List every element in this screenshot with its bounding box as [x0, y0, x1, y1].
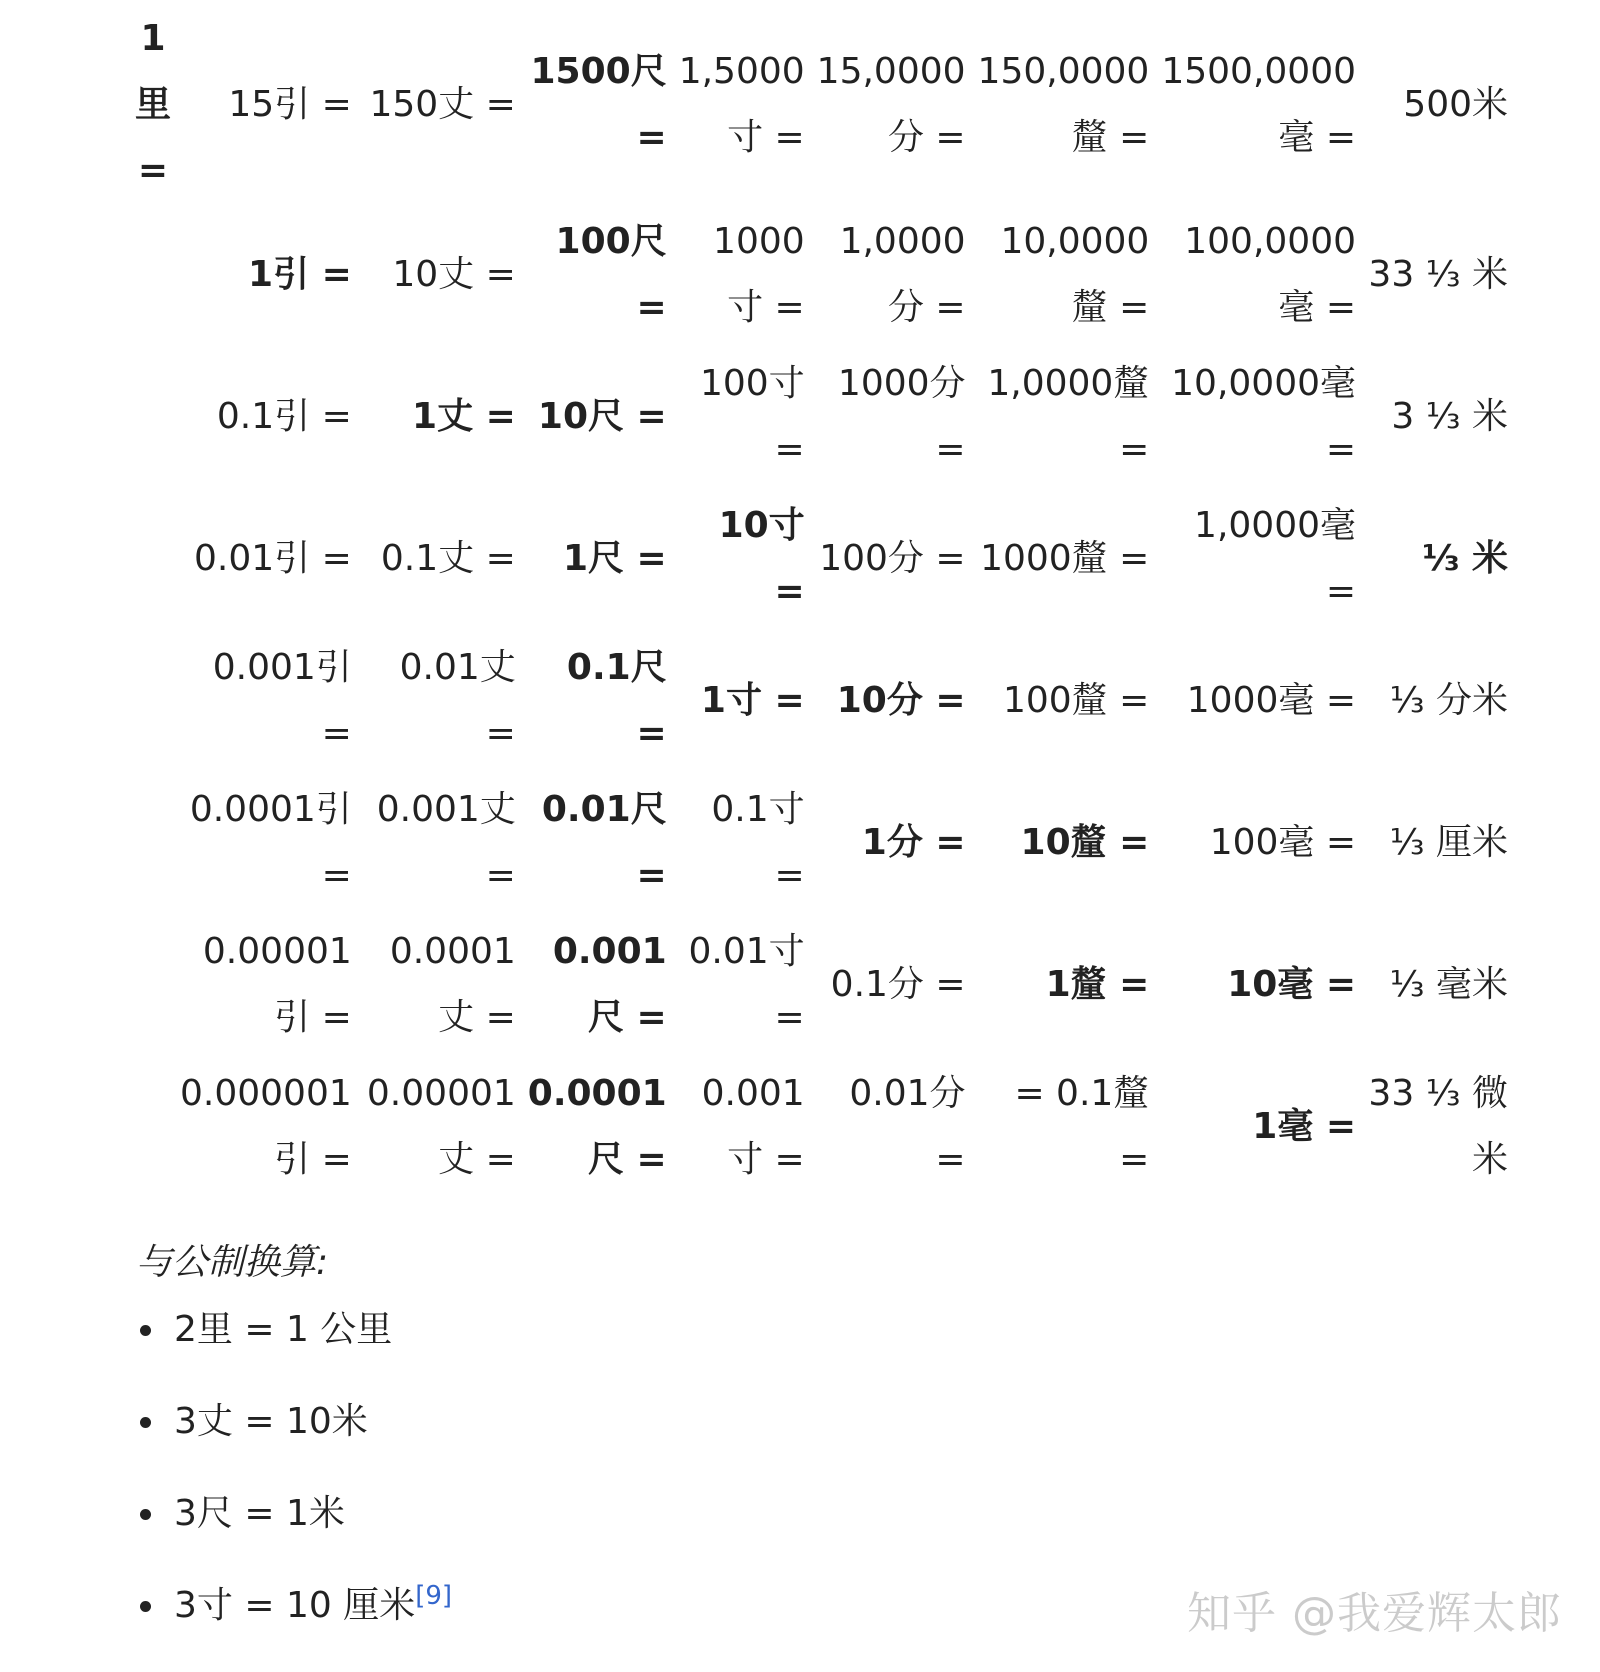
unit-conversion-table [132, 6, 1514, 1198]
table-cell-chi: 0.0001尺 = [527, 1073, 667, 1180]
table-cell-metric: 3 ⅓ 米 [1391, 396, 1509, 437]
table-cell-metric: ⅓ 厘米 [1389, 822, 1509, 863]
table-cell-fen: 0.1分 = [830, 964, 966, 1005]
table-row [132, 630, 1514, 772]
table-cell-li [132, 914, 174, 1056]
table-cell-cun: 1000寸 = [713, 221, 805, 328]
table-cell-yin: 15引 = [228, 84, 352, 125]
table-cell-chi: 100尺 = [555, 221, 667, 328]
table-cell-chi: 0.1尺 = [566, 647, 667, 754]
metric-conversion-list [136, 1304, 452, 1672]
list-item [136, 1488, 452, 1580]
table-cell-chi: 1尺 = [562, 538, 667, 579]
table-cell-chi: 0.001尺 = [552, 931, 667, 1038]
table-cell-li: 1里 = [134, 18, 171, 191]
table-cell-yin: 0.000001引 = [180, 1073, 352, 1180]
table-cell-hao: 100毫 = [1209, 822, 1357, 863]
table-cell-li-small: 1釐 = [1045, 964, 1150, 1005]
metric-conversion-heading: 与公制换算: [136, 1242, 329, 1283]
table-cell-cun: 0.01寸 = [688, 931, 805, 1038]
table-cell-li [132, 1056, 174, 1198]
watermark: 知乎 @我爱辉太郎 [1187, 1588, 1562, 1639]
list-item [136, 1396, 452, 1488]
table-cell-li-small: 1,0000釐 = [987, 363, 1150, 470]
table-cell-yin: 0.00001引 = [202, 931, 352, 1038]
table-cell-chi: 1500尺 = [530, 51, 667, 158]
table-cell-yin: 1引 = [248, 254, 352, 295]
table-cell-fen: 1,0000分 = [839, 221, 966, 328]
table-cell-zhang: 0.1丈 = [380, 538, 516, 579]
table-cell-li-small: 10,0000釐 = [1000, 221, 1150, 328]
table-cell-hao: 100,0000毫 = [1184, 221, 1357, 328]
list-item-text: 3尺 = 1米 [174, 1493, 345, 1534]
list-item [136, 1580, 452, 1672]
table-cell-hao: 1000毫 = [1186, 680, 1357, 721]
table-cell-yin: 0.001引 = [212, 647, 352, 754]
table-cell-hao: 10毫 = [1227, 964, 1357, 1005]
table-row [132, 204, 1514, 346]
table-cell-hao: 1500,0000毫 = [1161, 51, 1357, 158]
table-cell-li [132, 630, 174, 772]
table-row [132, 914, 1514, 1056]
table-cell-zhang: 0.00001丈 = [366, 1073, 516, 1180]
table-cell-metric: ⅓ 毫米 [1389, 964, 1509, 1005]
table-cell-li-small: 1000釐 = [980, 538, 1150, 579]
table-cell-hao: 1,0000毫 = [1194, 505, 1357, 612]
bullet-icon [140, 1325, 151, 1336]
table-cell-li-small: 10釐 = [1020, 822, 1150, 863]
table-cell-metric: ⅓ 分米 [1389, 680, 1509, 721]
table-cell-zhang: 0.01丈 = [399, 647, 516, 754]
table-cell-cun: 1,5000寸 = [678, 51, 805, 158]
table-cell-fen: 100分 = [819, 538, 966, 579]
table-cell-fen: 1000分 = [837, 363, 966, 470]
list-item-text: 3寸 = 10 厘米 [174, 1585, 416, 1626]
table-cell-li [132, 204, 174, 346]
table-cell-yin: 0.0001引 = [189, 789, 352, 896]
list-item [136, 1304, 452, 1396]
table-cell-li-small: 150,0000釐 = [977, 51, 1150, 158]
table-cell-hao: 10,0000毫 = [1171, 363, 1357, 470]
table-cell-yin: 0.1引 = [216, 396, 352, 437]
table-cell-li [132, 772, 174, 914]
table-cell-zhang: 1丈 = [412, 396, 516, 437]
table-cell-li [132, 488, 174, 630]
bullet-icon [140, 1601, 151, 1612]
table-cell-fen: 15,0000分 = [816, 51, 966, 158]
table-cell-cun: 1寸 = [700, 680, 805, 721]
table-row [132, 1056, 1514, 1198]
table-cell-zhang: 0.001丈 = [376, 789, 516, 896]
table-row [132, 6, 1514, 204]
table-cell-chi: 10尺 = [537, 396, 667, 437]
table-cell-cun: 0.1寸 = [711, 789, 805, 896]
table-cell-hao: 1毫 = [1252, 1106, 1357, 1147]
list-item-text: 2里 = 1 公里 [174, 1309, 393, 1350]
bullet-icon [140, 1509, 151, 1520]
table-cell-cun: 0.001寸 = [701, 1073, 805, 1180]
table-cell-zhang: 10丈 = [392, 254, 516, 295]
table-cell-li [132, 346, 174, 488]
table-cell-cun: 100寸 = [699, 363, 805, 470]
table-row [132, 772, 1514, 914]
table-cell-fen: 1分 = [861, 822, 966, 863]
reference-link[interactable]: [9] [415, 1581, 453, 1611]
table-row [132, 346, 1514, 488]
table-cell-cun: 10寸 = [718, 505, 805, 612]
bullet-icon [140, 1417, 151, 1428]
table-row [132, 488, 1514, 630]
list-item-text: 3丈 = 10米 [174, 1401, 368, 1442]
table-cell-li-small: 100釐 = [1003, 680, 1150, 721]
table-cell-fen: 0.01分 = [849, 1073, 966, 1180]
table-cell-yin: 0.01引 = [194, 538, 352, 579]
table-cell-zhang: 0.0001丈 = [389, 931, 516, 1038]
table-cell-metric: 500米 [1403, 84, 1509, 125]
table-cell-metric: 33 ⅓ 米 [1368, 254, 1509, 295]
table-cell-metric: 33 ⅓ 微米 [1368, 1073, 1509, 1180]
table-cell-metric: ⅓ 米 [1422, 538, 1509, 579]
table-cell-fen: 10分 = [836, 680, 966, 721]
table-cell-chi: 0.01尺 = [541, 789, 667, 896]
table-cell-li-small: = 0.1釐 = [1014, 1073, 1150, 1180]
table-cell-zhang: 150丈 = [369, 84, 516, 125]
